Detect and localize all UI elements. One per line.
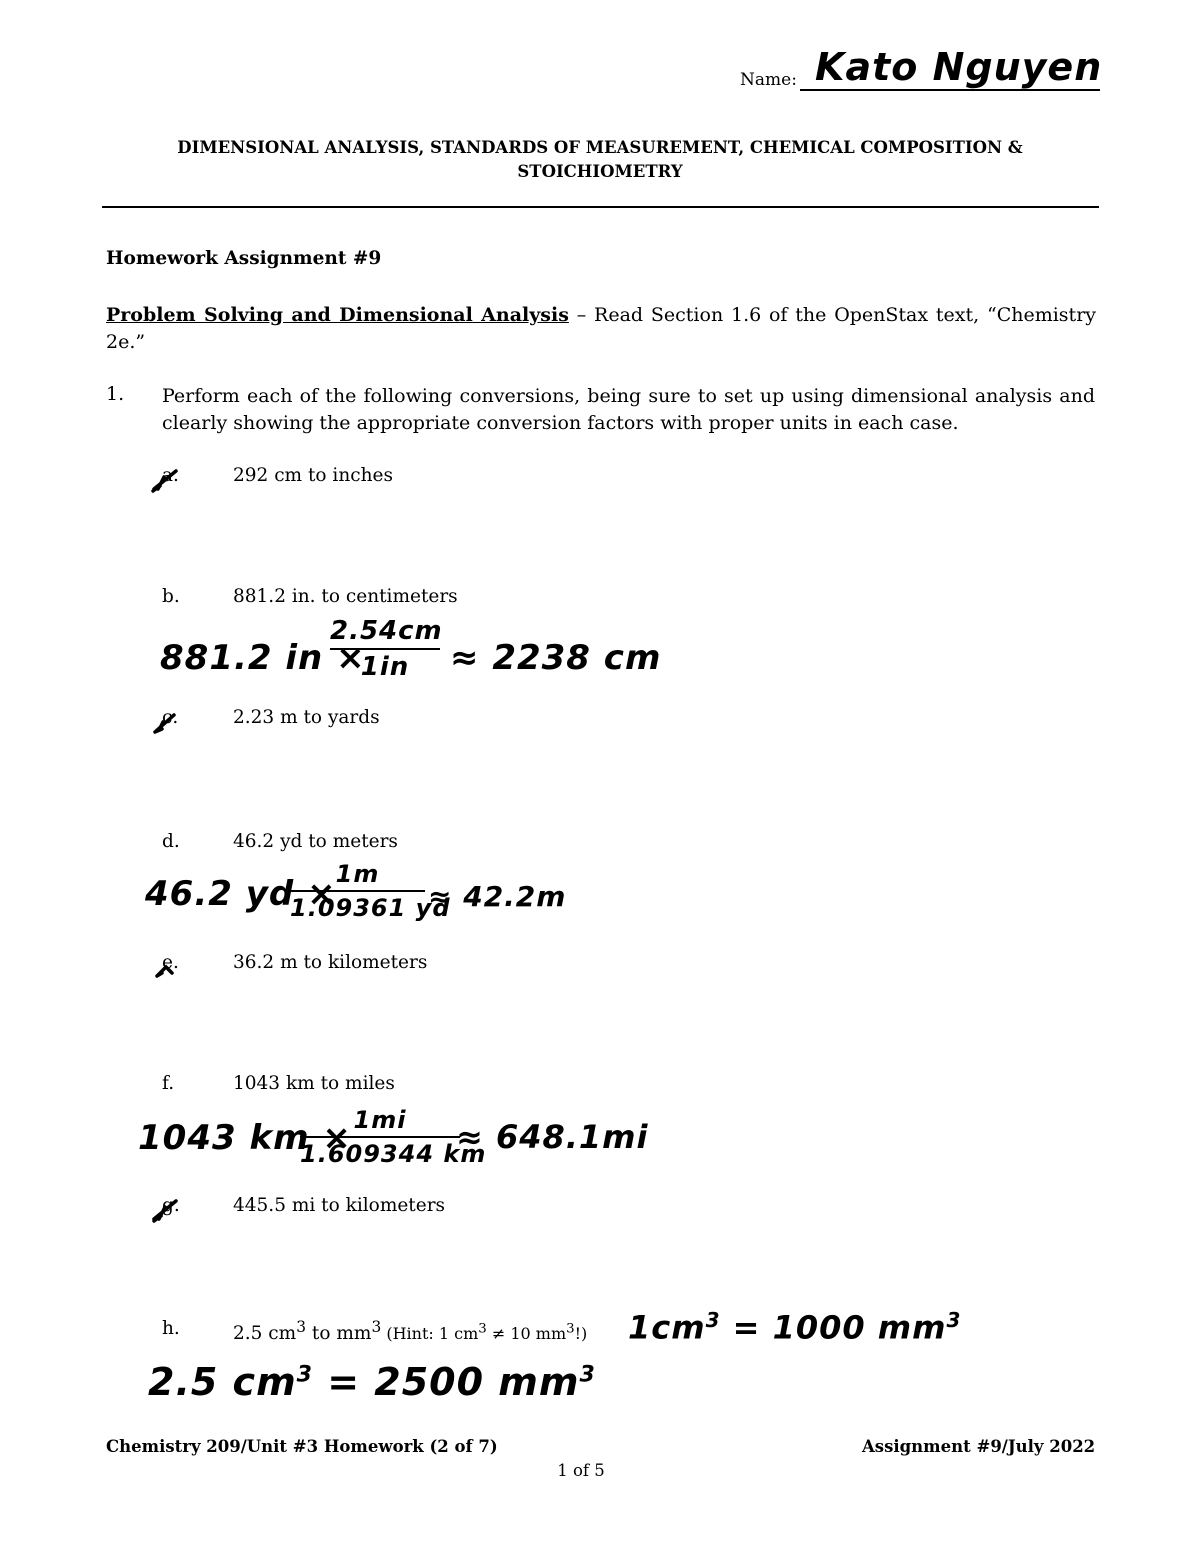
item-text-b: 881.2 in. to centimeters [233,586,458,607]
work-f-denominator: 1.609344 km [300,1140,487,1168]
section-title: Problem Solving and Dimensional Analysis [106,304,569,326]
work-d-numerator: 1m [335,860,380,888]
pen-mark-icon [150,467,180,493]
item-text-f: 1043 km to miles [233,1073,395,1094]
work-b-result: ≈ 2238 cm [450,638,662,678]
item-label-f: f. [162,1073,175,1094]
work-f-lhs: 1043 km × [138,1118,352,1158]
section-intro [106,302,1096,356]
pen-mark-icon [150,1197,180,1223]
item-text-d: 46.2 yd to meters [233,831,398,852]
work-d-result: ≈ 42.2m [428,880,567,913]
work-f-result: ≈ 648.1mi [456,1118,649,1156]
item-text-c: 2.23 m to yards [233,707,380,728]
work-h-note: $1cm^3 = 1000$ $mm^3$ [628,1308,962,1347]
item-text-h: 2.5 $cm^3$ to $mm^3$ (Hint: 1 $cm^3 \ne 10$ $mm^3$!) [233,1318,588,1345]
page-number: 1 of 5 [557,1461,605,1480]
item-label-a: a. [162,465,179,486]
handwritten-name: Kato Nguyen [815,45,1103,89]
work-b-lhs: 881.2 in × [160,638,366,678]
question-text: Perform each of the following conversions, being sure to set up using dimensional analysis and clearly showing the appropriate conversion factors with proper units in each case. [162,385,1095,434]
pen-mark-icon [150,709,180,735]
title-divider [102,206,1099,208]
work-b-numerator: 2.54cm [330,616,443,646]
work-f-fraction [300,1106,487,1168]
name-underline [800,89,1100,91]
section-description: – Read Section 1.6 of the OpenStax text, “Chemistry 2e.” [106,304,1097,353]
footer-course: Chemistry 209/Unit #3 Homework (2 of 7) [106,1437,498,1456]
item-label-h: h. [162,1318,180,1339]
assignment-heading: Homework Assignment #9 [106,248,382,269]
name-label: Name: [740,70,797,90]
work-b-fraction [330,616,443,682]
work-d-lhs: 46.2 yd × [145,874,337,914]
item-label-b: b. [162,586,180,607]
work-h-answer: 2.5 $cm^3 = 2500$ $mm^3$ [148,1360,596,1404]
work-d-denominator: 1.09361 yd [290,894,451,922]
item-text-g: 445.5 mi to kilometers [233,1195,446,1216]
item-text-e: 36.2 m to kilometers [233,952,428,973]
work-b-denominator: 1in [360,652,410,682]
work-d-fraction [290,860,451,922]
item-label-g: g. [162,1195,180,1216]
item-label-c: c. [162,707,179,728]
pen-mark-icon [150,955,180,981]
document-title: DIMENSIONAL ANALYSIS, STANDARDS OF MEASUREMENT, CHEMICAL COMPOSITION & STOICHIOMETRY [177,138,1023,181]
question-number: 1. [106,383,125,405]
item-text-a: 292 cm to inches [233,465,393,486]
item-label-e: e. [162,952,179,973]
work-f-numerator: 1mi [353,1106,407,1134]
footer-assignment: Assignment #9/July 2022 [862,1437,1096,1456]
item-label-d: d. [162,831,180,852]
